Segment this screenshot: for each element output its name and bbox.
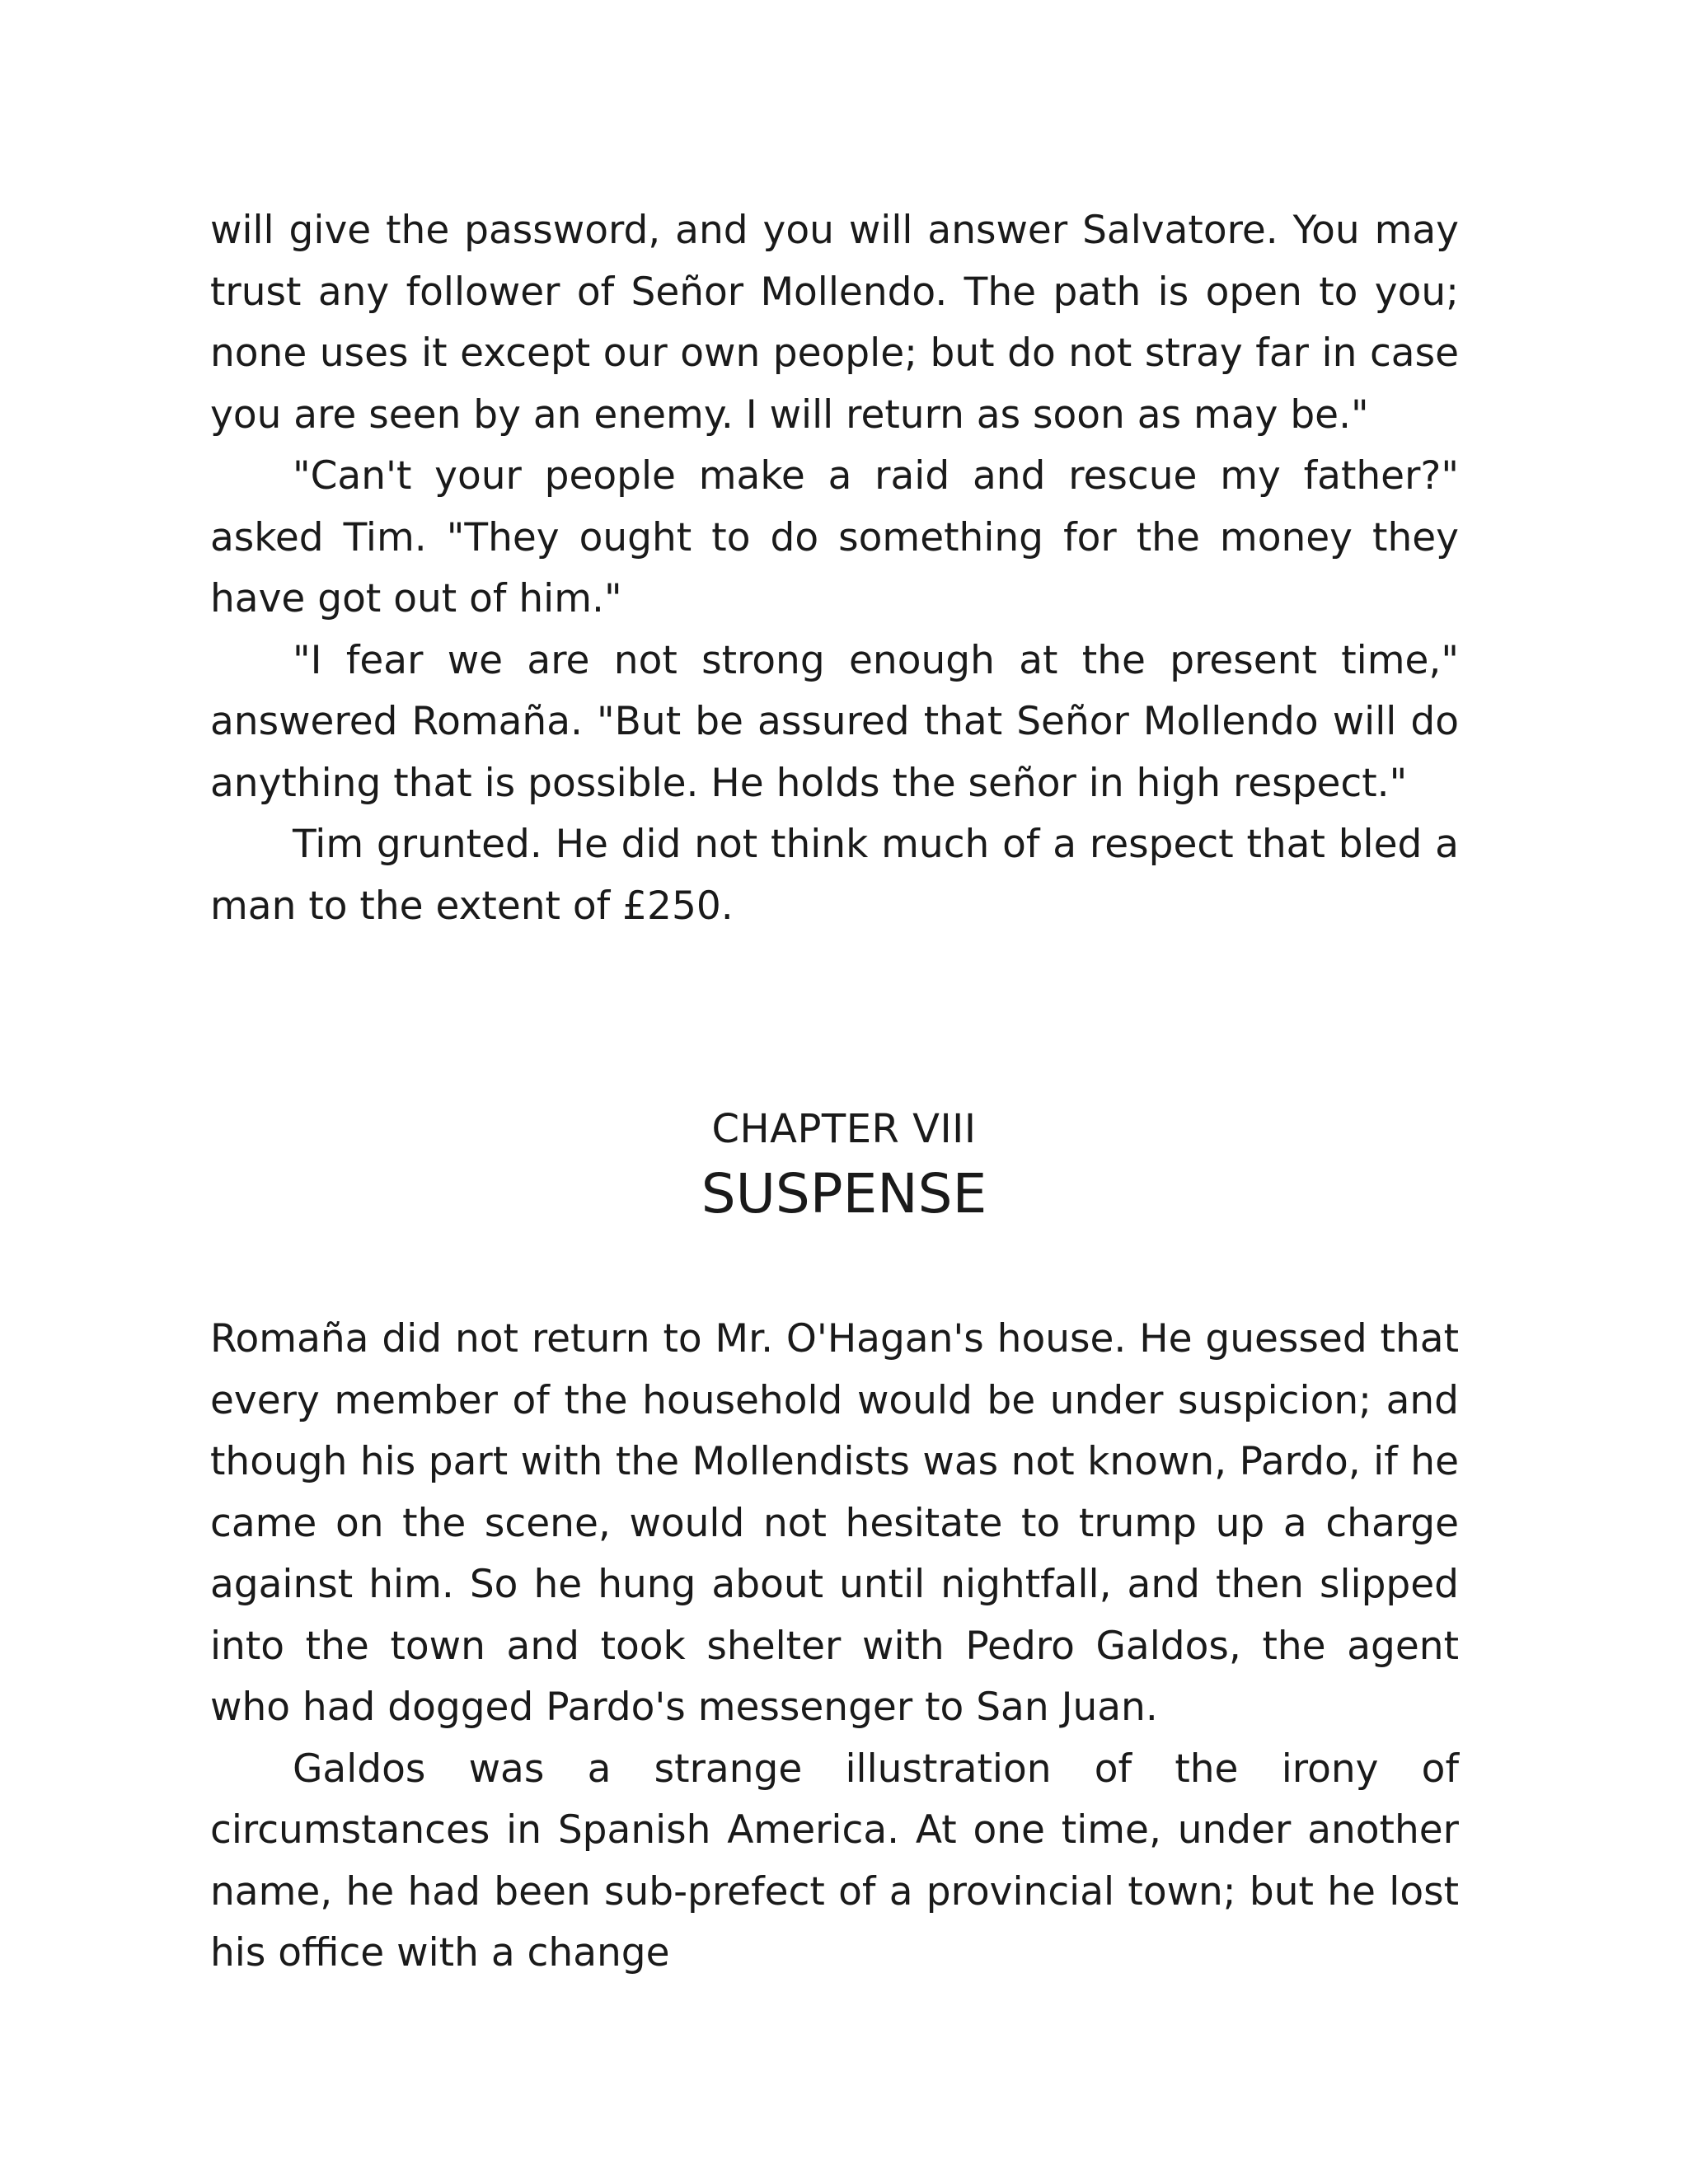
chapter-number: CHAPTER VIII: [711, 1106, 977, 1152]
paragraph-continuation: will give the password, and you will answer Salvatore. You may trust any follower of Señor Mollendo. The path is open to you; none uses it except our own people; but do not stray far in case you are seen by an enemy. I will return as soon as may be.": [210, 208, 1459, 438]
text-block-bottom: [210, 1309, 1459, 1985]
paragraph-tim-question: "Can't your people make a raid and rescue my father?" asked Tim. "They ought to do something for the money they have got out of him.": [210, 453, 1459, 621]
paragraph-romana-answer: "I fear we are not strong enough at the present time," answered Romaña. "But be assured that Señor Mollendo will do anything that is possible. He holds the señor in high respect.": [210, 637, 1459, 806]
paragraph-tim-grunted: Tim grunted. He did not think much of a respect that bled a man to the extent of £250.: [210, 822, 1459, 929]
chapter-heading: [0, 1103, 1688, 1228]
text-block-top: [210, 200, 1459, 937]
paragraph-romana-return: Romaña did not return to Mr. O'Hagan's house. He guessed that every member of the household would be under suspicion; and though his part with the Mollendists was not known, Pardo, if he came on the scene, would not hesitate to trump up a charge against him. So he hung about until nightfall, and then slipped into the town and took shelter with Pedro Galdos, the agent who had dogged Pardo's messenger to San Juan.: [210, 1316, 1459, 1730]
chapter-title: SUSPENSE: [701, 1162, 987, 1226]
paragraph-galdos: Galdos was a strange illustration of the irony of circumstances in Spanish America. At one time, under another name, he had been sub-prefect of a provincial town; but he lost his office with a change: [210, 1746, 1459, 1975]
